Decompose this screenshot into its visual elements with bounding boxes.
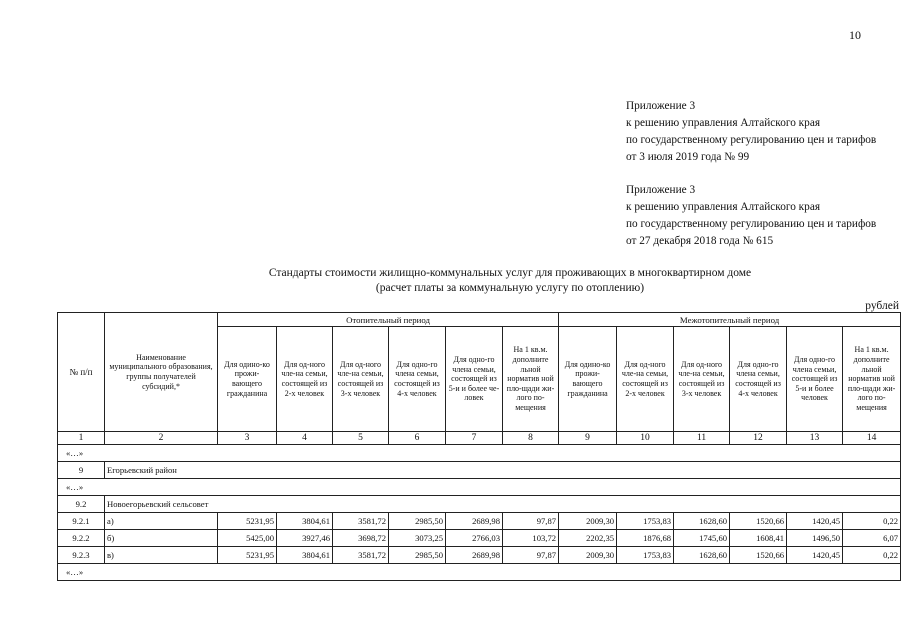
row-group: б) [105,530,218,547]
column-index: 7 [446,432,503,445]
header-nonheating-col: Для одно-го члена семьи, состоящей из 4-х человек [730,327,787,432]
header-name: Наименование муниципального образования, группы получателей субсидий,* [105,313,218,432]
omission-row [58,445,901,462]
header-heating-col: На 1 кв.м. дополните льной норматив ной пло-щади жи-лого по-мещения [503,327,559,432]
cell-value: 1745,60 [674,530,730,547]
cell-value: 0,22 [843,547,901,564]
cell-value: 5231,95 [218,513,277,530]
cell-value: 2009,30 [559,547,617,564]
tariff-table [57,312,901,581]
cell-value: 1608,41 [730,530,787,547]
page-number: 10 [849,28,861,42]
council-name: Новоегорьевский сельсовет [105,496,901,513]
cell-value: 6,07 [843,530,901,547]
district-name: Егорьевский район [105,462,901,479]
cell-value: 3698,72 [333,530,389,547]
header-nonheating-col: Для одно-го члена семьи, состоящей из 5-и и более человек [787,327,843,432]
row-group: а) [105,513,218,530]
cell-value: 1496,50 [787,530,843,547]
document-title [180,266,840,296]
column-index: 9 [559,432,617,445]
appendix-line: Приложение 3 [626,184,696,196]
cell-value: 2689,98 [446,547,503,564]
appendix-line: от 3 июля 2019 года № 99 [626,151,750,163]
cell-value: 1876,68 [617,530,674,547]
cell-value: 2985,50 [389,513,446,530]
column-index: 10 [617,432,674,445]
cell-value: 97,87 [503,513,559,530]
appendix-line: к решению управления Алтайского края [626,201,821,213]
row-num: 9.2 [58,496,105,513]
column-index: 3 [218,432,277,445]
cell-value: 1628,60 [674,547,730,564]
row-group: в) [105,547,218,564]
appendix-line: от 27 декабря 2018 года № 615 [626,235,774,247]
cell-value: 1753,83 [617,513,674,530]
column-index: 8 [503,432,559,445]
cell-value: 1753,83 [617,547,674,564]
table-row [58,513,901,530]
column-index: 12 [730,432,787,445]
omission-marker: «…» [58,445,901,462]
omission-marker: «…» [58,479,901,496]
council-row [58,496,901,513]
cell-value: 3073,25 [389,530,446,547]
omission-row [58,564,901,581]
header-nonheating-col: На 1 кв.м. дополните льной норматив ной пло-щади жи-лого по-мещения [843,327,901,432]
cell-value: 2985,50 [389,547,446,564]
cell-value: 2009,30 [559,513,617,530]
column-index: 1 [58,432,105,445]
header-heating-col: Для од-ного чле-на семьи, состоящей из 2-х человек [277,327,333,432]
column-index: 6 [389,432,446,445]
cell-value: 2689,98 [446,513,503,530]
cell-value: 1628,60 [674,513,730,530]
header-nonheating-col: Для од-ного чле-на семьи, состоящей из 2-х человек [617,327,674,432]
cell-value: 3581,72 [333,547,389,564]
title-line-2: (расчет платы за коммунальную услугу по отоплению) [375,282,645,294]
row-num: 9.2.3 [58,547,105,564]
cell-value: 5231,95 [218,547,277,564]
column-index-row [58,432,901,445]
column-index: 5 [333,432,389,445]
cell-value: 1420,45 [787,547,843,564]
header-heating-col: Для одно-го члена семьи, состоящей из 5-и и более че-ловек [446,327,503,432]
header-nonheating-period: Межотопительный период [559,313,901,327]
header-heating-col: Для од-ного чле-на семьи, состоящей из 3-х человек [333,327,389,432]
omission-row [58,479,901,496]
appendix-line: Приложение 3 [626,100,696,112]
header-num: № п/п [58,313,105,432]
cell-value: 1520,66 [730,547,787,564]
title-line-1: Стандарты стоимости жилищно-коммунальных услуг для проживающих в многоквартирном доме [268,267,752,279]
header-heating-col: Для одно-го члена семьи, состоящей из 4-х человек [389,327,446,432]
header-heating-period: Отопительный период [218,313,559,327]
row-num: 9.2.1 [58,513,105,530]
appendix-line: по государственному регулированию цен и тарифов [626,134,877,146]
appendix-line: по государственному регулированию цен и тарифов [626,218,877,230]
table-row [58,530,901,547]
appendix-note-previous [626,182,876,250]
currency-unit: рублей [865,300,899,312]
cell-value: 1520,66 [730,513,787,530]
column-index: 2 [105,432,218,445]
cell-value: 3804,61 [277,513,333,530]
table-row [58,547,901,564]
cell-value: 97,87 [503,547,559,564]
row-num: 9.2.2 [58,530,105,547]
cell-value: 3581,72 [333,513,389,530]
cell-value: 5425,00 [218,530,277,547]
column-index: 14 [843,432,901,445]
column-index: 13 [787,432,843,445]
header-heating-col: Для одино-ко прожи-вающего гражданина [218,327,277,432]
cell-value: 2202,35 [559,530,617,547]
appendix-line: к решению управления Алтайского края [626,117,821,129]
omission-marker: «…» [58,564,901,581]
column-index: 4 [277,432,333,445]
column-index: 11 [674,432,730,445]
row-num: 9 [58,462,105,479]
cell-value: 103,72 [503,530,559,547]
district-row [58,462,901,479]
cell-value: 0,22 [843,513,901,530]
appendix-note-current [626,98,876,166]
cell-value: 3927,46 [277,530,333,547]
cell-value: 1420,45 [787,513,843,530]
header-nonheating-col: Для одино-ко прожи-вающего гражданина [559,327,617,432]
cell-value: 2766,03 [446,530,503,547]
cell-value: 3804,61 [277,547,333,564]
header-nonheating-col: Для од-ного чле-на семьи, состоящей из 3-х человек [674,327,730,432]
